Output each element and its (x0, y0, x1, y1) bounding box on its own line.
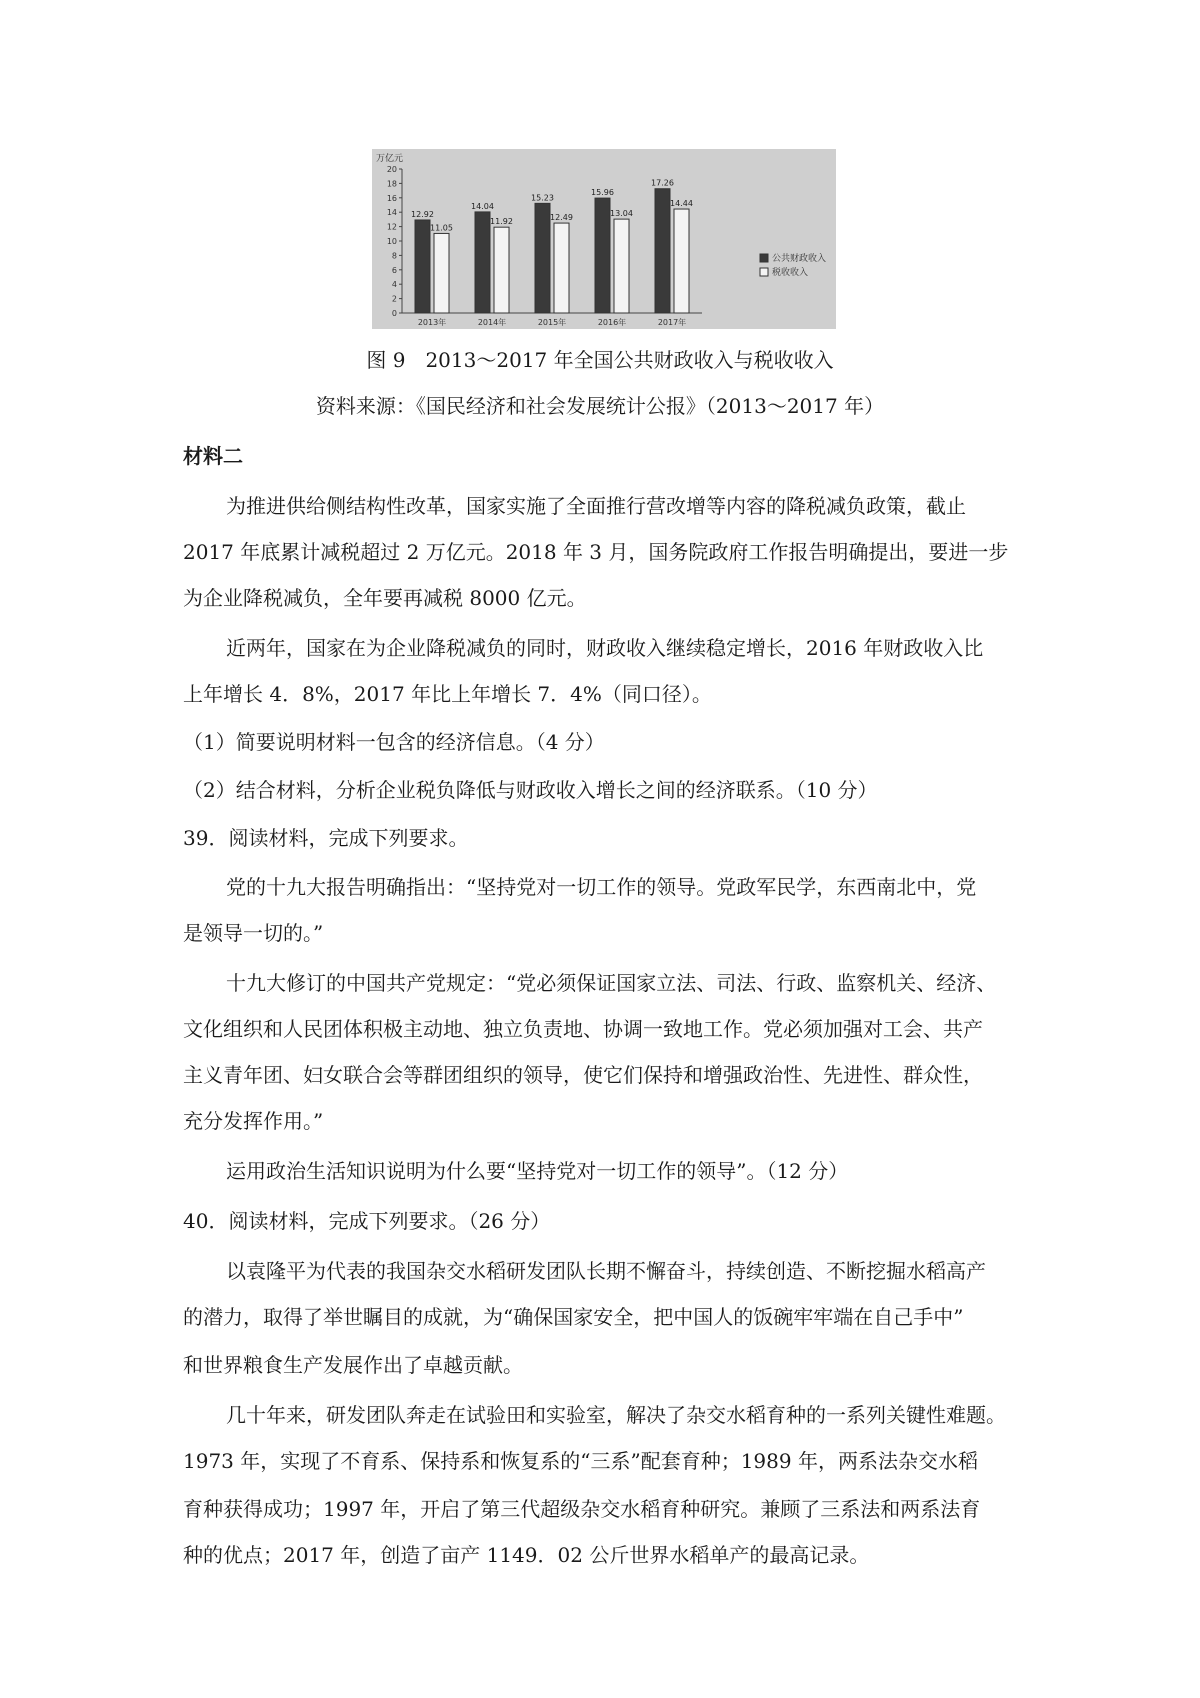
bar-value-label: 15.96 (591, 188, 614, 198)
bar-value-label: 14.04 (471, 201, 494, 211)
legend-swatch (760, 268, 768, 276)
legend-swatch (760, 254, 768, 262)
question-39-title: 39．阅读材料，完成下列要求。 (183, 826, 469, 850)
paragraph-line: 种的优点；2017 年，创造了亩产 1149．02 公斤世界水稻单产的最高记录。 (183, 1543, 870, 1567)
bar-value-label: 11.05 (430, 223, 453, 233)
y-tick-label: 0 (391, 309, 397, 318)
paragraph-line: 主义青年团、妇女联合会等群团组织的领导，使它们保持和增强政治性、先进性、群众性， (183, 1063, 983, 1087)
bar-value-label: 12.92 (411, 209, 434, 219)
paragraph-line: 充分发挥作用。” (183, 1109, 324, 1133)
paragraph-line: 是领导一切的。” (183, 921, 324, 945)
y-tick-label: 4 (391, 280, 397, 290)
question-38-2: （2）结合材料，分析企业税负降低与财政收入增长之间的经济联系。（10 分） (183, 778, 878, 802)
paragraph-line: 党的十九大报告明确指出：“坚持党对一切工作的领导。党政军民学，东西南北中，党 (226, 875, 977, 899)
y-tick-label: 16 (386, 193, 397, 203)
paragraph-line: 运用政治生活知识说明为什么要“坚持党对一切工作的领导”。（12 分） (226, 1159, 849, 1183)
bar (674, 209, 689, 313)
legend-label: 税收收入 (772, 268, 809, 278)
y-tick-label: 8 (391, 251, 397, 261)
y-tick-label: 12 (386, 222, 397, 232)
bar (415, 220, 430, 313)
bar-chart (372, 149, 836, 329)
material2-heading: 材料二 (183, 444, 243, 468)
y-tick-label: 10 (386, 237, 397, 246)
x-tick-label: 2015年 (537, 318, 567, 327)
y-tick-label: 2 (391, 294, 397, 304)
figure-source: 资料来源：《国民经济和社会发展统计公报》（2013～2017 年） (315, 394, 885, 418)
paragraph-line: 上年增长 4．8%，2017 年比上年增长 7．4%（同口径）。 (183, 682, 712, 706)
paragraph-line: 十九大修订的中国共产党规定：“党必须保证国家立法、司法、行政、监察机关、经济、 (226, 971, 997, 995)
bar (614, 219, 629, 313)
bar (595, 198, 610, 313)
bar (655, 189, 670, 313)
question-38-1: （1）简要说明材料一包含的经济信息。（4 分） (183, 730, 605, 754)
paragraph-line: 以袁隆平为代表的我国杂交水稻研发团队长期不懈奋斗，持续创造、不断挖掘水稻高产 (226, 1259, 986, 1283)
figure-caption: 图 9 2013～2017 年全国公共财政收入与税收收入 (366, 348, 834, 372)
paragraph-line: 几十年来，研发团队奔走在试验田和实验室，解决了杂交水稻育种的一系列关键性难题。 (226, 1403, 1006, 1427)
bar (535, 203, 550, 313)
bar (494, 227, 509, 313)
x-tick-label: 2017年 (657, 318, 687, 327)
y-tick-label: 14 (386, 208, 397, 218)
bar-value-label: 12.49 (550, 213, 573, 223)
paragraph-line: 育种获得成功；1997 年，开启了第三代超级杂交水稻育种研究。兼顾了三系法和两系法育 (183, 1497, 981, 1521)
bar-value-label: 14.44 (670, 199, 693, 209)
y-tick-label: 6 (391, 265, 397, 275)
x-tick-label: 2016年 (597, 318, 627, 327)
legend-label: 公共财政收入 (772, 254, 827, 264)
unit-label: 万亿元 (376, 154, 404, 164)
bar-value-label: 15.23 (531, 193, 554, 203)
bar-value-label: 13.04 (610, 209, 633, 219)
bar-value-label: 11.92 (490, 217, 513, 227)
bar (434, 233, 449, 313)
paragraph-line: 近两年，国家在为企业降税减负的同时，财政收入继续稳定增长，2016 年财政收入比 (226, 636, 984, 660)
paragraph-line: 1973 年，实现了不育系、保持系和恢复系的“三系”配套育种；1989 年，两系法杂交水稻 (183, 1449, 978, 1473)
x-tick-label: 2013年 (417, 318, 447, 327)
x-tick-label: 2014年 (477, 318, 507, 327)
bar-value-label: 17.26 (651, 178, 674, 188)
paragraph-line: 为推进供给侧结构性改革，国家实施了全面推行营改增等内容的降税减负政策，截止 (226, 494, 966, 518)
bar-chart-figure (372, 149, 836, 329)
y-tick-label: 20 (386, 165, 397, 174)
bar (475, 212, 490, 313)
question-40-title: 40．阅读材料，完成下列要求。（26 分） (183, 1209, 551, 1233)
bar (554, 223, 569, 313)
y-tick-label: 18 (386, 179, 397, 189)
paragraph-line: 为企业降税减负，全年要再减税 8000 亿元。 (183, 586, 587, 610)
paragraph-line: 文化组织和人民团体积极主动地、独立负责地、协调一致地工作。党必须加强对工会、共产 (183, 1017, 983, 1041)
paragraph-line: 和世界粮食生产发展作出了卓越贡献。 (183, 1353, 523, 1377)
paragraph-line: 2017 年底累计减税超过 2 万亿元。2018 年 3 月，国务院政府工作报告明确提出，要进一步 (183, 540, 1009, 564)
paragraph-line: 的潜力，取得了举世瞩目的成就，为“确保国家安全，把中国人的饭碗牢牢端在自己手中” (183, 1305, 964, 1329)
